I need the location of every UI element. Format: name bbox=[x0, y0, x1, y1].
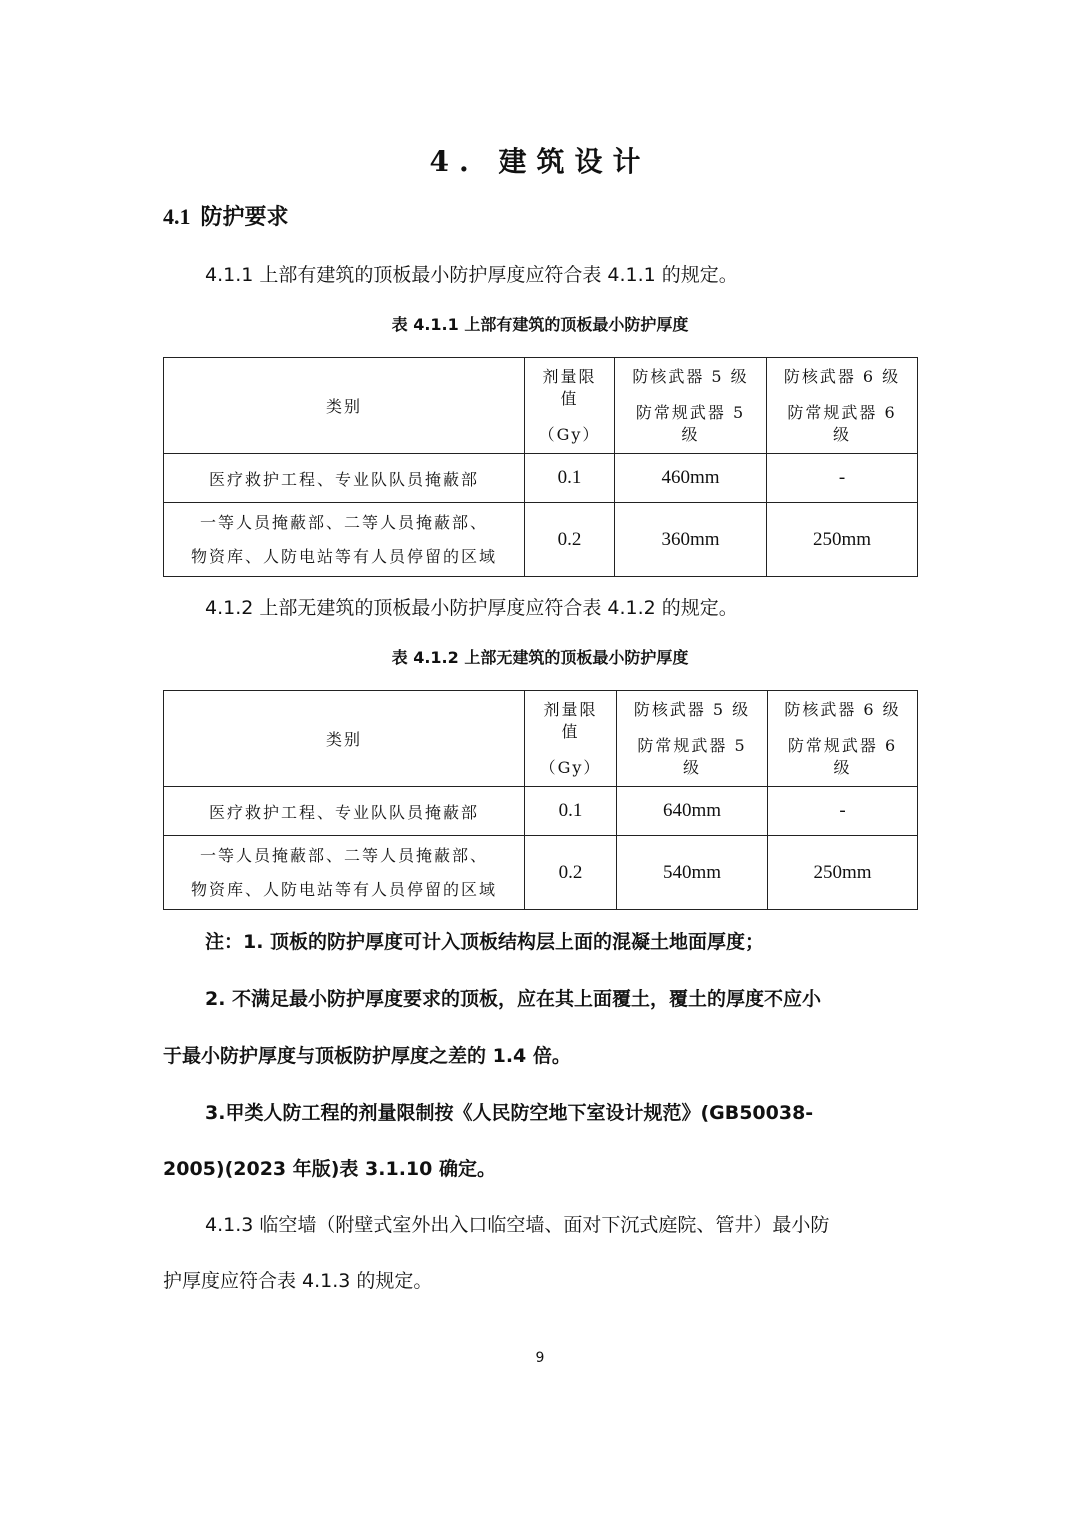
row-level6: 250mm bbox=[768, 836, 918, 910]
chapter-title: 4. 建筑设计 bbox=[429, 145, 651, 178]
row-level5: 540mm bbox=[617, 836, 768, 910]
header-dose: 剂量限 值 （Gy） bbox=[525, 691, 617, 787]
row-level5: 640mm bbox=[617, 787, 768, 836]
table-row bbox=[164, 454, 918, 503]
row-category: 一等人员掩蔽部、二等人员掩蔽部、 物资库、人防电站等有人员停留的区域 bbox=[164, 836, 525, 910]
section-number: 4.1 bbox=[163, 204, 191, 229]
clause-4-1-3-line-1: 4.1.3 临空墙（附壁式室外出入口临空墙、面对下沉式庭院、管井）最小防 bbox=[205, 1214, 830, 1236]
row-category: 一等人员掩蔽部、二等人员掩蔽部、 物资库、人防电站等有人员停留的区域 bbox=[164, 503, 525, 577]
row-dose: 0.1 bbox=[525, 454, 615, 503]
table-header-row bbox=[164, 691, 918, 787]
header-level6: 防核武器 6 级 防常规武器 6 级 bbox=[768, 691, 918, 787]
clause-4-1-1: 4.1.1 上部有建筑的顶板最小防护厚度应符合表 4.1.1 的规定。 bbox=[205, 264, 738, 286]
row-level6: - bbox=[767, 454, 918, 503]
row-level5: 360mm bbox=[615, 503, 767, 577]
table2-caption: 表 4.1.2 上部无建筑的顶板最小防护厚度 bbox=[391, 648, 689, 667]
row-category: 医疗救护工程、专业队队员掩蔽部 bbox=[164, 787, 525, 836]
section-title: 防护要求 bbox=[200, 205, 289, 230]
table-row bbox=[164, 836, 918, 910]
header-level5: 防核武器 5 级 防常规武器 5 级 bbox=[617, 691, 768, 787]
header-category: 类别 bbox=[164, 691, 525, 787]
header-dose: 剂量限 值 （Gy） bbox=[525, 358, 615, 454]
table-row bbox=[164, 503, 918, 577]
page-number: 9 bbox=[535, 1350, 545, 1366]
note-3-line-1: 3.甲类人防工程的剂量限制按《人民防空地下室设计规范》(GB50038- bbox=[205, 1102, 814, 1124]
note-1: 注：1. 顶板的防护厚度可计入顶板结构层上面的混凝土地面厚度； bbox=[205, 931, 765, 953]
header-level5: 防核武器 5 级 防常规武器 5 级 bbox=[615, 358, 767, 454]
note-2-line-1: 2. 不满足最小防护厚度要求的顶板，应在其上面覆土，覆土的厚度不应小 bbox=[205, 988, 822, 1010]
table-row bbox=[164, 787, 918, 836]
row-dose: 0.2 bbox=[525, 503, 615, 577]
table1 bbox=[163, 357, 918, 577]
table2 bbox=[163, 690, 918, 910]
clause-4-1-2: 4.1.2 上部无建筑的顶板最小防护厚度应符合表 4.1.2 的规定。 bbox=[205, 597, 738, 619]
clause-4-1-3-line-2: 护厚度应符合表 4.1.3 的规定。 bbox=[163, 1270, 433, 1292]
header-level6: 防核武器 6 级 防常规武器 6 级 bbox=[767, 358, 918, 454]
row-level5: 460mm bbox=[615, 454, 767, 503]
section-heading bbox=[163, 200, 289, 231]
row-level6: 250mm bbox=[767, 503, 918, 577]
row-level6: - bbox=[768, 787, 918, 836]
note-3-line-2: 2005)(2023 年版)表 3.1.10 确定。 bbox=[163, 1158, 496, 1180]
row-category: 医疗救护工程、专业队队员掩蔽部 bbox=[164, 454, 525, 503]
header-category: 类别 bbox=[164, 358, 525, 454]
table-header-row bbox=[164, 358, 918, 454]
row-dose: 0.2 bbox=[525, 836, 617, 910]
row-dose: 0.1 bbox=[525, 787, 617, 836]
table1-caption: 表 4.1.1 上部有建筑的顶板最小防护厚度 bbox=[391, 315, 689, 334]
note-2-line-2: 于最小防护厚度与顶板防护厚度之差的 1.4 倍。 bbox=[163, 1045, 571, 1067]
